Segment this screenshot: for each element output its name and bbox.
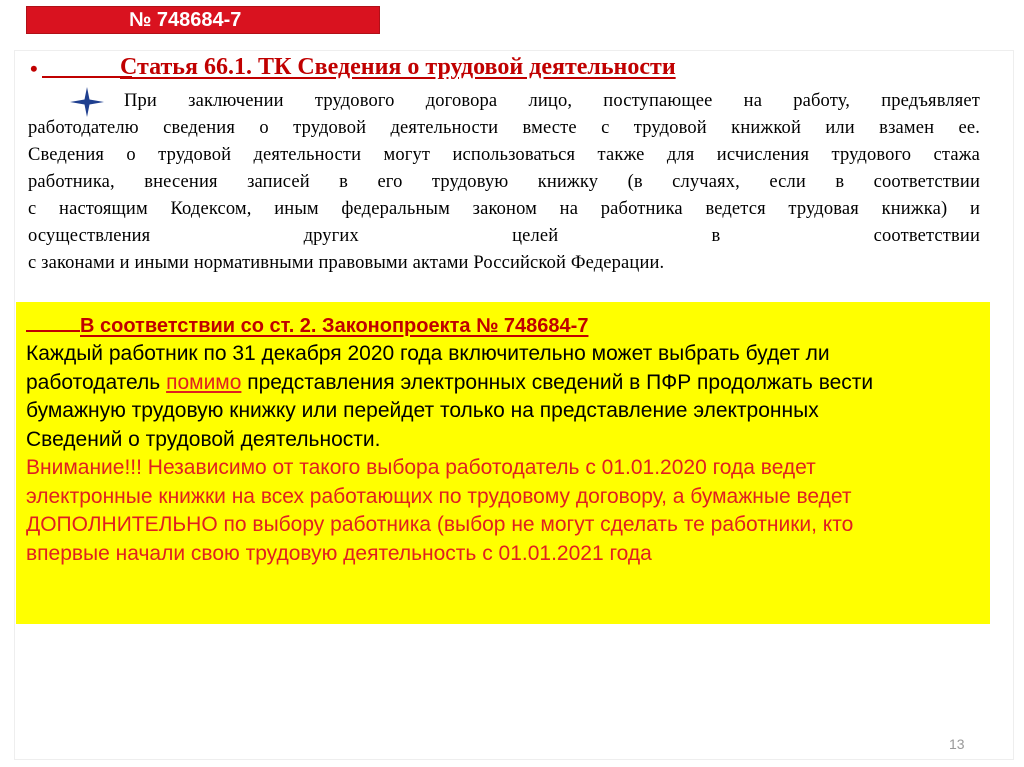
highlight-body-line <box>26 369 986 398</box>
bill-number-text: № 748684-7 <box>129 9 242 31</box>
article-text-line: работодателю сведения о трудовой деятельности вместе с трудовой книжкой или взамен ее. <box>28 118 980 138</box>
article-text <box>28 88 980 277</box>
bullet-marker: • <box>30 56 38 81</box>
warning-line: впервые начали свою трудовую деятельность с 01.01.2021 года <box>26 541 652 565</box>
highlight-body-line: Сведений о трудовой деятельности. <box>26 427 381 451</box>
highlight-heading <box>26 312 588 338</box>
highlight-heading-text: В соответствии со ст. 2. Законопроекта № 748684-7 <box>80 315 589 337</box>
article-text-line: с законами и иными нормативными правовыми актами Российской Федерации. <box>28 253 665 273</box>
article-text-line: с настоящим Кодексом, иным федеральным законом на работника ведется трудовая книжка) и <box>28 199 980 219</box>
highlight-body-line: бумажную трудовую книжку или перейдет только на представление электронных <box>26 399 819 422</box>
bill-number-banner <box>26 6 380 34</box>
article-title: Статья 66.1. ТК Сведения о трудовой деятельности <box>120 54 676 80</box>
highlight-heading-lead <box>26 312 80 332</box>
article-text-line: Сведения о трудовой деятельности могут использоваться также для исчисления трудового стажа <box>28 145 980 165</box>
body-line2-post: представления электронных сведений в ПФР продолжать вести <box>241 370 874 394</box>
warning-line: электронные книжки на всех работающих по трудовому договору, а бумажные ведет <box>26 484 852 508</box>
body-line2-pre: работодатель <box>26 370 167 394</box>
heading-underline-lead <box>42 76 132 78</box>
highlight-body <box>26 340 986 568</box>
emphasis-word: помимо <box>166 370 242 394</box>
article-text-line: При заключении трудового договора лицо, поступающее на работу, предъявляет <box>124 91 980 111</box>
highlight-body-line: Каждый работник по 31 декабря 2020 года включительно может выбрать будет ли <box>26 342 830 365</box>
article-text-line: осуществления других целей в соответствии <box>28 226 980 246</box>
warning-line: ДОПОЛНИТЕЛЬНО по выбору работника (выбор не могут сделать те работники, кто <box>26 513 854 536</box>
slide-number: 13 <box>949 736 965 752</box>
article-text-line: работника, внесения записей в его трудовую книжку (в случаях, если в соответствии <box>28 172 980 192</box>
warning-line: Внимание!!! Независимо от такого выбора работодатель с 01.01.2020 года ведет <box>26 456 816 479</box>
article-heading-row <box>24 52 804 84</box>
